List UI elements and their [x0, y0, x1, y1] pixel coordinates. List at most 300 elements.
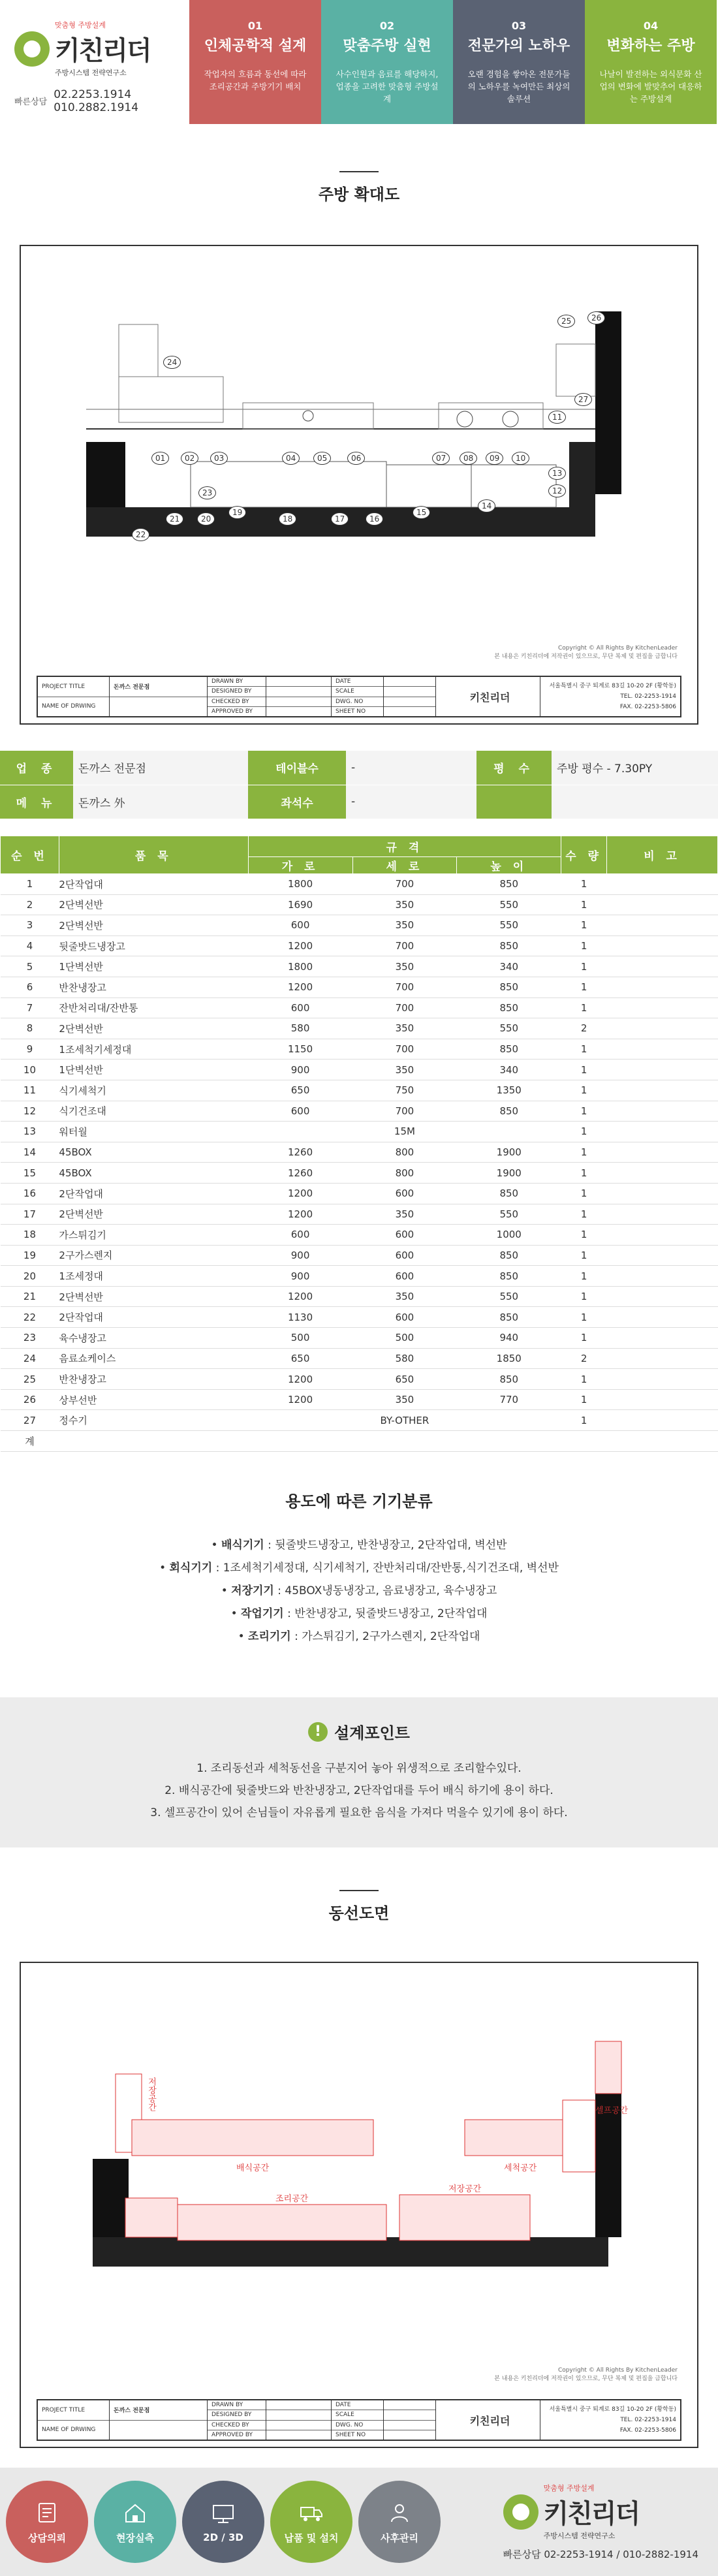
- classify-list: [0, 1534, 718, 1648]
- cell-w: 1260: [248, 1142, 352, 1163]
- num-05: 05: [313, 452, 331, 465]
- num-24: 24: [163, 356, 181, 369]
- cell-h: 550: [457, 1018, 561, 1039]
- section-title-text: 동선도면: [328, 1904, 390, 1923]
- site-survey-label: 현장실측: [116, 2532, 154, 2544]
- title-block-labels: [38, 677, 110, 716]
- cell-w: 900: [248, 1060, 352, 1080]
- cell-note: [607, 1204, 718, 1225]
- table-row: [1, 1018, 718, 1039]
- cell-note: [607, 1060, 718, 1080]
- cell-note: [607, 1080, 718, 1101]
- classify-item: • 작업기기 : 반찬냉장고, 뒷줄밧드냉장고, 2단작업대: [230, 1607, 488, 1620]
- cell-q: 1: [561, 1039, 607, 1060]
- feature-2: [321, 0, 453, 124]
- cell-note: [607, 1431, 718, 1452]
- seats-value: -: [346, 785, 476, 819]
- company-fax: FAX. 02-2253-5806: [619, 704, 676, 710]
- header: [0, 0, 718, 124]
- cell-w: 650: [248, 1080, 352, 1101]
- cell-d: 700: [352, 977, 457, 997]
- section-title-flow-plan: [0, 1890, 718, 1923]
- cell-item: 상부선반: [59, 1389, 248, 1410]
- title-block-values: [110, 2400, 208, 2440]
- cell-note: [607, 874, 718, 895]
- logo-badge-icon: [14, 31, 50, 67]
- design-point: 1. 조리동선과 세척동선을 구분지어 놓아 위생적으로 조리할수있다.: [196, 1762, 522, 1775]
- consult-icon: [34, 2500, 60, 2526]
- cell-q: 1: [561, 977, 607, 997]
- feature-desc: 사수인원과 음료를 해당하지, 업종을 고려한 맞춤형 주방설계: [336, 69, 439, 104]
- cell-note: [607, 1307, 718, 1328]
- cell-q: 1: [561, 874, 607, 895]
- feature-1: [189, 0, 321, 124]
- cell-q: 1: [561, 1225, 607, 1246]
- num-13: 13: [548, 467, 566, 480]
- phone-2[interactable]: 010.2882.1914: [54, 101, 139, 114]
- num-09: 09: [486, 452, 503, 465]
- table-row: [1, 1266, 718, 1287]
- cell-w: 1200: [248, 1389, 352, 1410]
- menu-value: 돈까스 外: [73, 785, 248, 819]
- feature-num: 02: [379, 20, 395, 32]
- table-row: [1, 1060, 718, 1080]
- cell-q: [561, 1431, 607, 1452]
- cell-q: 1: [561, 956, 607, 977]
- num-16: 16: [366, 512, 383, 526]
- cell-w: 600: [248, 915, 352, 936]
- cell-item: 2단벽선반: [59, 1204, 248, 1225]
- cell-item: 가스튀김기: [59, 1225, 248, 1246]
- title-block-logo: [436, 2400, 540, 2440]
- zone-cooking: 조리공간: [275, 2194, 309, 2204]
- cell-item: 육수냉장고: [59, 1328, 248, 1349]
- cell-item: 2단벽선반: [59, 894, 248, 915]
- classify-item: • 회식기기 : 1조세척기세정대, 식기세척기, 잔반처리대/잔반통,식기건조대, 벽선반: [159, 1562, 559, 1575]
- cell-d: 350: [352, 1018, 457, 1039]
- copyright-text: Copyright © All Rights By KitchenLeader: [557, 2367, 678, 2374]
- cell-no: 26: [1, 1389, 59, 1410]
- classify-text: : 뒷줄밧드냉장고, 반찬냉장고, 2단작업대, 벽선반: [264, 1539, 507, 1552]
- cell-item: 2단벽선반: [59, 1286, 248, 1307]
- cell-no: 17: [1, 1204, 59, 1225]
- info-row-1: [0, 751, 718, 785]
- num-25: 25: [557, 315, 575, 328]
- cell-d: 15M: [248, 1122, 561, 1142]
- cell-h: 850: [457, 1183, 561, 1204]
- cell-note: [607, 1039, 718, 1060]
- cell-note: [607, 1245, 718, 1266]
- classify-text: : 반찬냉장고, 뒷줄밧드냉장고, 2단작업대: [283, 1607, 488, 1620]
- drawing-name-label: NAME OF DRWING: [42, 703, 96, 710]
- cell-d: BY-OTHER: [248, 1410, 561, 1431]
- classify-item: • 배식기기 : 뒷줄밧드냉장고, 반찬냉장고, 2단작업대, 벽선반: [211, 1539, 507, 1552]
- cell-item: 2단작업대: [59, 1307, 248, 1328]
- table-row: [1, 1039, 718, 1060]
- empty-value: [552, 785, 718, 819]
- num-19: 19: [228, 506, 246, 519]
- cell-h: 1900: [457, 1163, 561, 1184]
- designed-by: DESIGNED BY: [208, 2410, 266, 2420]
- table-row: [1, 1122, 718, 1142]
- drawn-by: DRAWN BY: [208, 2400, 266, 2410]
- num-03: 03: [210, 452, 228, 465]
- scale-label: SCALE: [332, 2410, 383, 2420]
- cell-w: 1690: [248, 894, 352, 915]
- design-points-head: [0, 1720, 718, 1743]
- company-address: 서울특별시 중구 퇴계로 83길 10-20 2F (황학동): [549, 2406, 676, 2413]
- cell-d: 350: [352, 1286, 457, 1307]
- delivery-button[interactable]: [270, 2481, 352, 2563]
- design-point: 2. 배식공간에 뒷줄밧드와 반찬냉장고, 2단작업대를 두어 배식 하기에 용이 하다.: [164, 1784, 554, 1797]
- num-23: 23: [198, 486, 216, 499]
- cell-d: 800: [352, 1163, 457, 1184]
- copyright-notice: 본 내용은 키친리더에 저작권이 있으므로, 무단 복제 및 편집을 금합니다: [494, 653, 678, 660]
- table-row: [1, 1163, 718, 1184]
- logo-subtitle: 주방시스템 전략연구소: [55, 69, 127, 77]
- site-survey-button[interactable]: [94, 2481, 176, 2563]
- cell-d: 350: [352, 1389, 457, 1410]
- cell-h: 1350: [457, 1080, 561, 1101]
- classify-text: : 1조세척기세정대, 식기세척기, 잔반처리대/잔반통,식기건조대, 벽선반: [212, 1562, 559, 1575]
- cell-note: [607, 935, 718, 956]
- cell-d: 650: [352, 1369, 457, 1390]
- cell-d: 800: [352, 1142, 457, 1163]
- cell-no: 23: [1, 1328, 59, 1349]
- col-note: 비 고: [607, 836, 718, 874]
- feature-desc: 오랜 경험을 쌓아온 전문가들의 노하우를 녹여만든 최상의 솔루션: [467, 69, 570, 104]
- cell-h: 1000: [457, 1225, 561, 1246]
- table-row: [1, 1101, 718, 1122]
- cell-d: 350: [352, 956, 457, 977]
- classify-label: 작업기기: [241, 1607, 284, 1620]
- table-row: [1, 1204, 718, 1225]
- cell-q: 1: [561, 1328, 607, 1349]
- drawing-name-value: [110, 2421, 207, 2440]
- logo[interactable]: [14, 20, 189, 78]
- col-height: 높 이: [457, 857, 561, 874]
- equipment-header-row-1: [1, 836, 718, 857]
- 2d-3d-label: 2D / 3D: [203, 2532, 243, 2543]
- copyright-notice: 본 내용은 키친리더에 저작권이 있으므로, 무단 복제 및 편집을 금합니다: [494, 2376, 678, 2382]
- cell-note: [607, 1142, 718, 1163]
- checked-by: CHECKED BY: [208, 2421, 266, 2430]
- table-row: [1, 1286, 718, 1307]
- cell-item: 잔반처리대/잔반통: [59, 997, 248, 1018]
- copyright-note: [494, 644, 678, 661]
- feature-3: [453, 0, 585, 124]
- cell-note: [607, 1122, 718, 1142]
- cell-no: 21: [1, 1286, 59, 1307]
- cell-h: 850: [457, 1101, 561, 1122]
- table-row: [1, 894, 718, 915]
- empty-label: [476, 785, 552, 819]
- table-row: [1, 1245, 718, 1266]
- footer-phone-numbers[interactable]: 02-2253-1914 / 010-2882-1914: [544, 2549, 698, 2560]
- project-title-value: 돈까스 전문점: [110, 2400, 207, 2421]
- cell-item: 식기세척기: [59, 1080, 248, 1101]
- tables-label: 테이블수: [248, 751, 346, 785]
- num-12: 12: [548, 484, 566, 497]
- project-title-label: PROJECT TITLE: [38, 2400, 109, 2421]
- dwg-no-label: DWG. NO: [332, 2421, 383, 2430]
- drawing-number-labels: [21, 246, 697, 638]
- feature-4: [585, 0, 717, 124]
- footer-phone: [503, 2547, 698, 2561]
- delivery-icon: [298, 2500, 324, 2526]
- num-04: 04: [282, 452, 300, 465]
- logo-badge-icon: [503, 2494, 538, 2530]
- footer-logo[interactable]: [503, 2483, 698, 2541]
- phone-label: 빠른상담: [14, 97, 48, 107]
- cell-h: 340: [457, 1060, 561, 1080]
- table-row: [1, 997, 718, 1018]
- industry-value: 돈까스 전문점: [73, 751, 248, 785]
- cell-item: 1단벽선반: [59, 956, 248, 977]
- cell-w: 1200: [248, 1183, 352, 1204]
- cell-q: 1: [561, 1101, 607, 1122]
- cell-note: [607, 1369, 718, 1390]
- designed-by: DESIGNED BY: [208, 687, 266, 697]
- phone-1[interactable]: 02.2253.1914: [54, 88, 132, 101]
- cell-item: 반찬냉장고: [59, 977, 248, 997]
- table-row: [1, 915, 718, 936]
- table-row: [1, 977, 718, 997]
- classify-label: 회식기기: [169, 1562, 213, 1575]
- tables-value: -: [346, 751, 476, 785]
- cell-h: 850: [457, 1307, 561, 1328]
- cell-w: 580: [248, 1018, 352, 1039]
- cell-note: [607, 1225, 718, 1246]
- logo-slogan: 맞춤형 주방설계: [543, 2484, 595, 2492]
- cell-no: 7: [1, 997, 59, 1018]
- cell-d: 600: [352, 1307, 457, 1328]
- house-icon: [122, 2500, 148, 2526]
- flow-plan-drawing: [20, 1962, 698, 2448]
- num-21: 21: [166, 512, 183, 526]
- table-row: [1, 1369, 718, 1390]
- cell-no: 5: [1, 956, 59, 977]
- cell-h: 550: [457, 915, 561, 936]
- cell-w: 1200: [248, 935, 352, 956]
- feature-desc: 나날이 발전하는 외식문화 산업의 변화에 발맞추어 대응하는 주방설계: [599, 69, 702, 104]
- title-block-labels: [38, 2400, 110, 2440]
- design-points: [0, 1697, 718, 1847]
- logo-slogan: 맞춤형 주방설계: [55, 21, 106, 29]
- cell-d: 750: [352, 1080, 457, 1101]
- brand-block: [0, 0, 189, 124]
- table-row: [1, 1183, 718, 1204]
- zone-storage-2: 저장공간: [146, 2077, 156, 2111]
- cell-no: 3: [1, 915, 59, 936]
- num-02: 02: [181, 452, 198, 465]
- cell-d: [352, 1431, 457, 1452]
- cell-d: 600: [352, 1245, 457, 1266]
- kitchen-plan-drawing: [20, 245, 698, 725]
- classify-label: 조리기기: [248, 1630, 291, 1643]
- cell-no: 27: [1, 1410, 59, 1431]
- info-table: [0, 751, 718, 819]
- title-block-values: [110, 677, 208, 716]
- title-bar: [339, 171, 379, 172]
- cell-w: 1200: [248, 1369, 352, 1390]
- title-block-people: [208, 2400, 266, 2440]
- num-08: 08: [460, 452, 477, 465]
- cell-item: 반찬냉장고: [59, 1369, 248, 1390]
- approved-by: APPROVED BY: [211, 2431, 253, 2438]
- table-row: [1, 1142, 718, 1163]
- feature-title: 전문가의 노하우: [467, 38, 570, 54]
- cell-item: 1조세정대: [59, 1266, 248, 1287]
- title-block-address: [540, 2400, 680, 2440]
- table-row: [1, 874, 718, 895]
- logo-text: 키친리더: [543, 2499, 640, 2529]
- cell-q: 1: [561, 1122, 607, 1142]
- table-row: [1, 1348, 718, 1369]
- cell-item: 2단작업대: [59, 874, 248, 895]
- cell-w: 1800: [248, 956, 352, 977]
- cell-note: [607, 1286, 718, 1307]
- cell-item: 음료쇼케이스: [59, 1348, 248, 1369]
- date-label: DATE: [332, 2400, 383, 2410]
- cell-h: 770: [457, 1389, 561, 1410]
- cell-h: 940: [457, 1328, 561, 1349]
- copyright-note: [494, 2366, 678, 2383]
- care-icon: [386, 2500, 413, 2526]
- cell-h: 850: [457, 1266, 561, 1287]
- scale-label: SCALE: [332, 687, 383, 697]
- cell-note: [607, 1101, 718, 1122]
- cell-q: 1: [561, 1080, 607, 1101]
- consult-button[interactable]: [6, 2481, 88, 2563]
- drawing-name-label: NAME OF DRWING: [42, 2427, 96, 2434]
- table-row: [1, 1307, 718, 1328]
- cell-item: [59, 1431, 248, 1452]
- classify-label: 배식기기: [221, 1539, 264, 1552]
- num-18: 18: [279, 512, 296, 526]
- num-14: 14: [478, 499, 495, 512]
- design-point: 3. 셀프공간이 있어 손님들이 자유롭게 필요한 음식을 가져다 먹을수 있기에 용이 하다.: [150, 1806, 568, 1819]
- date-label: DATE: [332, 677, 383, 687]
- feature-title: 변화하는 주방: [606, 38, 695, 54]
- cell-w: 1200: [248, 977, 352, 997]
- zone-serving: 배식공간: [236, 2163, 270, 2173]
- drawing-name-value: [110, 697, 207, 717]
- design-points-list: [0, 1757, 718, 1824]
- num-15: 15: [413, 506, 430, 519]
- classify-text: : 가스튀김기, 2구가스렌지, 2단작업대: [290, 1630, 480, 1643]
- cell-note: [607, 1266, 718, 1287]
- cell-q: 1: [561, 1183, 607, 1204]
- dwg-no-label: DWG. NO: [332, 697, 383, 707]
- cell-no: 20: [1, 1266, 59, 1287]
- seats-label: 좌석수: [248, 785, 346, 819]
- drawn-by: DRAWN BY: [208, 677, 266, 687]
- sheet-no-label: SHEET NO: [336, 2431, 366, 2438]
- zone-self: 셀프공간: [595, 2106, 629, 2116]
- cell-q: 1: [561, 894, 607, 915]
- feature-title: 인체공학적 설계: [204, 38, 307, 54]
- title-block: [37, 676, 681, 717]
- col-qty: 수 량: [561, 836, 607, 874]
- cell-no: 10: [1, 1060, 59, 1080]
- project-title-label: PROJECT TITLE: [38, 677, 109, 697]
- cell-q: 1: [561, 1142, 607, 1163]
- section-title-kitchen-plan: [0, 171, 718, 204]
- cell-note: [607, 956, 718, 977]
- cell-w: 1260: [248, 1163, 352, 1184]
- equipment-body: [1, 874, 718, 1452]
- table-row: [1, 1080, 718, 1101]
- cell-d: 600: [352, 1183, 457, 1204]
- 2d-3d-button[interactable]: [182, 2481, 264, 2563]
- cell-d: 350: [352, 1204, 457, 1225]
- cell-d: 700: [352, 1101, 457, 1122]
- flow-zone-labels: [21, 1963, 697, 2355]
- col-depth: 세 로: [352, 857, 457, 874]
- logo-text: 키친리더: [55, 36, 151, 66]
- title-block-meta: [332, 2400, 384, 2440]
- cell-note: [607, 977, 718, 997]
- feature-num: 03: [511, 20, 527, 32]
- title-block-address: [540, 677, 680, 716]
- cell-q: 1: [561, 1060, 607, 1080]
- cell-q: 2: [561, 1018, 607, 1039]
- cell-no: 14: [1, 1142, 59, 1163]
- monitor-icon: [210, 2500, 236, 2526]
- classify-item: • 저장기기 : 45BOX냉동냉장고, 음료냉장고, 육수냉장고: [221, 1584, 497, 1597]
- cell-note: [607, 997, 718, 1018]
- footer: [0, 2468, 718, 2576]
- cell-item: 워터월: [59, 1122, 248, 1142]
- cell-d: 700: [352, 935, 457, 956]
- cell-item: 2단작업대: [59, 1183, 248, 1204]
- cell-no: 8: [1, 1018, 59, 1039]
- after-care-button[interactable]: [358, 2481, 441, 2563]
- cell-no: 19: [1, 1245, 59, 1266]
- cell-item: 2구가스렌지: [59, 1245, 248, 1266]
- sheet-no-label: SHEET NO: [336, 708, 366, 715]
- title-block-logo-text: 키친리더: [469, 691, 510, 704]
- title-block-logo-text: 키친리더: [469, 2414, 510, 2427]
- copyright-text: Copyright © All Rights By KitchenLeader: [557, 645, 678, 652]
- cell-d: 350: [352, 1060, 457, 1080]
- cell-item: 1조세척기세정대: [59, 1039, 248, 1060]
- title-block-meta: [332, 677, 384, 716]
- cell-w: 1130: [248, 1307, 352, 1328]
- cell-d: 700: [352, 874, 457, 895]
- cell-no: 25: [1, 1369, 59, 1390]
- cell-d: 600: [352, 1225, 457, 1246]
- cell-d: 600: [352, 1266, 457, 1287]
- title-block-logo: [436, 677, 540, 716]
- cell-h: 550: [457, 1204, 561, 1225]
- cell-item: 2단벽선반: [59, 915, 248, 936]
- cell-no: 2: [1, 894, 59, 915]
- info-row-2: [0, 785, 718, 819]
- industry-label: 업 종: [0, 751, 73, 785]
- cell-d: 580: [352, 1348, 457, 1369]
- area-value: 주방 평수 - 7.30PY: [552, 751, 718, 785]
- footer-brand: [503, 2483, 698, 2561]
- title-bar: [339, 1890, 379, 1891]
- num-17: 17: [331, 512, 349, 526]
- cell-no: 15: [1, 1163, 59, 1184]
- cell-note: [607, 1410, 718, 1431]
- equipment-table: [0, 836, 718, 1452]
- cell-w: 600: [248, 997, 352, 1018]
- cell-q: 1: [561, 1245, 607, 1266]
